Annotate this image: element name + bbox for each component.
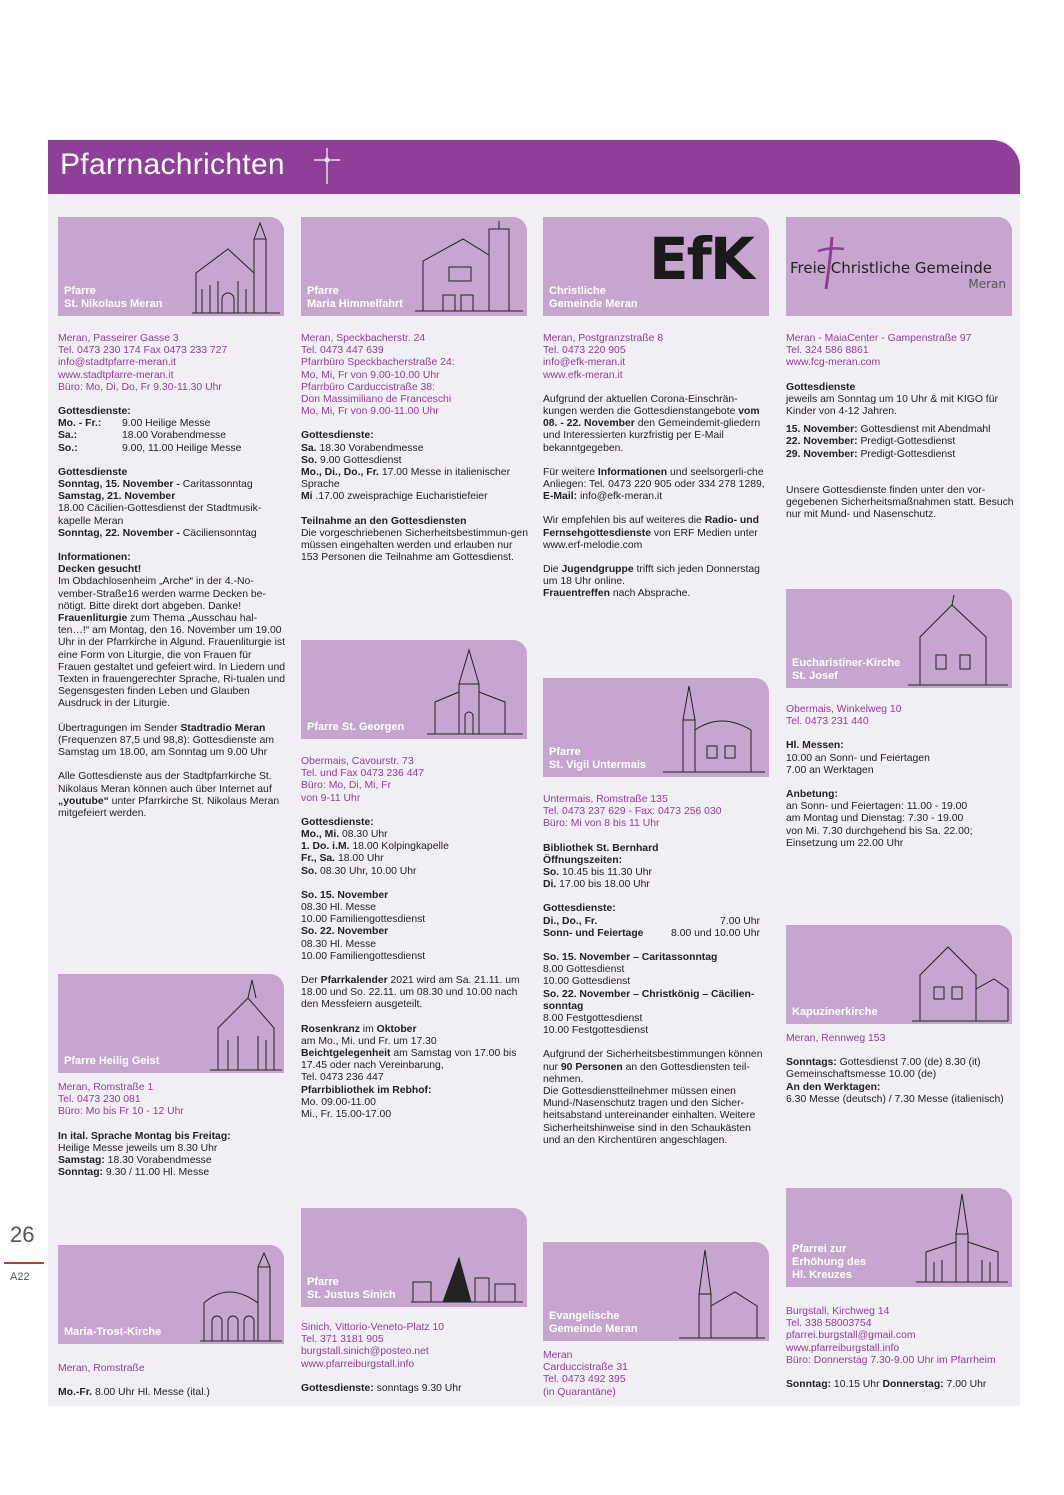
- section-heading: Teilnahme an den Gottesdiensten: [301, 515, 467, 527]
- paragraph: Im Obdachlosenheim „Arche“ in der 4.-No-vember-Straße16 werden warme Decken be-nötigt. Bitte direkt dort abgeben. Danke!: [58, 576, 266, 612]
- subheading: So. 22. November: [301, 926, 389, 938]
- card-fcg: [786, 217, 1012, 316]
- church-illustration-icon: [413, 221, 525, 315]
- fcg-text: [786, 333, 1014, 521]
- schedule-line: am Mo., Mi. und Fr. um 17.30: [301, 1035, 437, 1047]
- contact-line: Tel. 0473 230 174 Fax 0473 233 727: [58, 345, 228, 357]
- section-heading: Gottesdienste:: [301, 816, 374, 828]
- contact-line: Obermais, Winkelweg 10: [786, 704, 902, 715]
- maria-trost-text: [58, 1363, 286, 1399]
- website-link[interactable]: www.stadtpfarre-meran.it: [58, 369, 174, 381]
- schedule-line: Gemeinschaftsmesse 10.00 (de): [786, 1069, 937, 1081]
- card-evangelische: [543, 1242, 769, 1341]
- contact-line: Tel. 0473 492 395: [543, 1374, 626, 1386]
- card-hl-kreuz: [786, 1188, 1012, 1287]
- schedule-row: Sonn- und Feiertage 8.00 und 10.00 Uhr: [543, 927, 760, 939]
- card-st-vigil: [543, 678, 769, 777]
- schedule-line: an Sonn- und Feiertagen: 11.00 - 19.00: [786, 801, 968, 813]
- website-link[interactable]: www.pfarreiburgstall.info: [301, 1358, 415, 1370]
- schedule-line: von Mi. 7.30 durchgehend bis Sa. 22.00;: [786, 825, 973, 837]
- page-number: 26: [10, 1222, 35, 1247]
- email-link[interactable]: info@stadtpfarre-meran.it: [58, 357, 176, 369]
- card-title: Christliche Gemeinde Meran: [549, 285, 638, 310]
- contact-line: Pfarrbüro Carduccistraße 38:: [301, 381, 435, 393]
- st-georgen-text: [301, 756, 529, 1121]
- contact-line: Tel. und Fax 0473 236 447: [301, 768, 425, 780]
- church-illustration-icon: [661, 680, 767, 776]
- contact-line: Büro: Mi von 8 bis 11 Uhr: [543, 818, 660, 830]
- schedule-line: Mo.-Fr. 8.00 Uhr Hl. Messe (ital.): [58, 1387, 210, 1399]
- card-st-justus: [301, 1208, 527, 1307]
- schedule-line: Tel. 0473 236 447: [301, 1072, 384, 1084]
- contact-line: Obermais, Cavourstr. 73: [301, 756, 414, 767]
- contact-line: Mo, Mi, Fr von 9.00-10.00 Uhr: [301, 369, 440, 381]
- church-illustration-icon: [914, 1190, 1010, 1286]
- card-title: Eucharistiner-Kirche St. Josef: [792, 657, 901, 682]
- church-illustration-icon: [188, 219, 284, 315]
- schedule-line: Mo. 09.00-11.00: [301, 1096, 376, 1108]
- st-josef-text: [786, 704, 1014, 850]
- evangelische-text: [543, 1350, 771, 1399]
- card-title: Maria-Trost-Kirche: [64, 1326, 162, 1338]
- schedule-line: 08.30 Hl. Messe: [301, 902, 377, 914]
- card-kapuziner: [786, 925, 1012, 1024]
- schedule-line: 8.00 Festgottesdienst: [543, 1013, 643, 1025]
- schedule-line: 6.30 Messe (deutsch) / 7.30 Messe (italienisch): [786, 1093, 1004, 1105]
- fcg-logo-text: Freie Christliche Gemeinde: [790, 259, 993, 277]
- contact-line: Tel. 0473 230 081: [58, 1094, 141, 1106]
- schedule-line: 10.00 Familiengottesdienst: [301, 914, 426, 926]
- paragraph: Frauenliturgie zum Thema „Ausschau hal-ten…!“ am Montag, den 16. November um 19.00 Uhr in der Pfarrkirche in Algund. Frauenliturgie ist eine Form von Liturgie, die von Frauen für Frauen gestaltet und gefeiert wird. In Liedern und Texten in frauengerechter Sprache, Ri-tualen und Segensgesten finden Leben und Glauben Ausdruck in der Liturgie.: [58, 613, 286, 710]
- card-title: Pfarre St. Nikolaus Meran: [64, 285, 163, 310]
- church-illustration-icon: [906, 593, 1010, 687]
- schedule-line: Sa. 18.30 Vorabendmesse: [301, 442, 424, 454]
- schedule-line: Fr., Sa. 18.00 Uhr: [301, 853, 384, 865]
- section-heading: Gottesdienste: [58, 466, 128, 478]
- card-title: Pfarre Heilig Geist: [64, 1055, 160, 1067]
- website-link[interactable]: www.efk-meran.it: [543, 369, 623, 381]
- paragraph: Aufgrund der aktuellen Corona-Einschrän-kungen werden die Gottesdienstangebote vom 08. - 22. November den Gemeindemit-gliedern und Interessierten kurzfristig per E-Mail bekanntgegeben.: [543, 393, 761, 454]
- contact-line: Meran, Speckbacherstr. 24: [301, 333, 426, 344]
- paragraph: Die vorgeschriebenen Sicherheitsbestimmun-gen müssen eingehalten werden und erlauben nur 153 Personen die Teilnahme am Gottesdienst.: [301, 527, 528, 564]
- schedule-line: 15. November: Gottesdienst mit Abendmahl: [786, 424, 991, 436]
- paragraph: Die Gottesdienstteilnehmer müssen einen Mund-/Nasenschutz tragen und den Sicher-heitsabstand untereinander einhalten. Weitere Sicherheitshinweise sind in den Schaukästen und an den Kirchentüren angeschlagen.: [543, 1086, 756, 1146]
- schedule-line: Di. 17.00 bis 18.00 Uhr: [543, 879, 650, 891]
- church-illustration-icon: [677, 1246, 767, 1340]
- contact-line: Tel. 0473 220 905: [543, 345, 626, 357]
- section-heading: Anbetung:: [786, 789, 838, 801]
- subheading: Öffnungszeiten:: [543, 854, 623, 866]
- card-efk: [543, 217, 769, 316]
- nikolaus-text: [58, 333, 286, 820]
- contact-line: Tel. 371 3181 905: [301, 1334, 384, 1346]
- section-heading: In ital. Sprache Montag bis Freitag:: [58, 1130, 231, 1142]
- card-st-josef: [786, 589, 1012, 688]
- schedule-line: Heilige Messe jeweils um 8.30 Uhr: [58, 1142, 218, 1154]
- paragraph: Der Pfarrkalender 2021 wird am Sa. 21.11. um 18.00 und So. 22.11. um 08.30 und 10.00 nach den Messfeiern ausgeteilt.: [301, 975, 520, 1011]
- schedule-row: Mo. - Fr.: 9.00 Heilige Messe: [58, 418, 211, 430]
- schedule-line: Mo., Mi. 08.30 Uhr: [301, 829, 388, 841]
- contact-line: Tel. 338 58003754: [786, 1318, 872, 1330]
- schedule-line: Samstag: 18.30 Vorabendmesse: [58, 1155, 212, 1167]
- efk-logo: EfK: [649, 225, 753, 293]
- schedule-line: 18.00 Cäcilien-Gottesdienst der Stadtmusik-kapelle Meran: [58, 503, 262, 527]
- contact-line: Sinich, Vittorio-Veneto-Platz 10: [301, 1322, 445, 1333]
- contact-line: Tel. 324 586 8861: [786, 345, 869, 357]
- schedule-line: Mi., Fr. 15.00-17.00: [301, 1109, 392, 1121]
- church-illustration-icon: [425, 644, 525, 738]
- schedule-line: 29. November: Predigt-Gottesdienst: [786, 448, 956, 460]
- schedule-line: 1. Do. i.M. 18.00 Kolpingkapelle: [301, 841, 449, 853]
- contact-line: Burgstall, Kirchweg 14: [786, 1306, 890, 1317]
- st-vigil-text: [543, 794, 771, 1147]
- schedule-line: So. 9.00 Gottesdienst: [301, 454, 402, 466]
- section-heading: Hl. Messen:: [786, 740, 844, 752]
- contact-line: von 9-11 Uhr: [301, 792, 361, 804]
- subheading: Pfarrbibliothek im Rebhof:: [301, 1084, 432, 1096]
- st-justus-text: [301, 1322, 529, 1395]
- paragraph: Unsere Gottesdienste finden unter den vor-gegebenen Sicherheitsmaßnahmen statt. Besuch nur mit Mund- und Nasenschutz.: [786, 484, 1014, 521]
- section-heading: Gottesdienste:: [543, 903, 616, 915]
- section-heading: Informationen:: [58, 552, 131, 564]
- schedule-line: Rosenkranz im Oktober: [301, 1023, 417, 1035]
- card-title: Pfarre St. Georgen: [307, 721, 405, 733]
- church-illustration-icon: [910, 929, 1010, 1023]
- subheading: So. 15. November – Caritassonntag: [543, 952, 718, 964]
- paragraph: Alle Gottesdienste aus der Stadtpfarrkirche St. Nikolaus Meran können auch über Internet auf „youtube“ unter Pfarrkirche St. Nikolaus Meran mitgefeiert werden.: [58, 771, 280, 819]
- subheading: Decken gesucht!: [58, 564, 142, 576]
- email-link[interactable]: pfarrei.burgstall@gmail.com: [786, 1330, 916, 1342]
- schedule-row: Di., Do., Fr. 7.00 Uhr: [543, 915, 760, 927]
- schedule-line: 10.00 an Sonn- und Feiertagen: [786, 752, 930, 764]
- subheading: So. 15. November: [301, 889, 389, 901]
- card-nikolaus: [58, 217, 284, 316]
- schedule-line: Beichtgelegenheit am Samstag von 17.00 bis 17.45 oder nach Vereinbarung,: [301, 1048, 517, 1072]
- heilig-geist-text: [58, 1082, 286, 1179]
- hl-kreuz-text: [786, 1306, 1014, 1391]
- schedule-line: 8.00 Gottesdienst: [543, 964, 625, 976]
- card-st-georgen: [301, 640, 527, 739]
- schedule-line: 22. November: Predigt-Gottesdienst: [786, 436, 956, 448]
- schedule-line: 08.30 Hl. Messe: [301, 938, 377, 950]
- section-banner: [48, 140, 1020, 194]
- website-link[interactable]: www.fcg-meran.com: [786, 357, 881, 369]
- schedule-line: Einsetzung um 22.00 Uhr: [786, 837, 904, 849]
- cross-icon: [312, 146, 342, 186]
- kapuziner-text: [786, 1033, 1014, 1106]
- schedule-line: 7.00 an Werktagen: [786, 764, 874, 776]
- schedule-line: Sonntag, 15. November - Caritassonntag: [58, 479, 253, 491]
- card-maria-himmelfahrt: [301, 217, 527, 316]
- contact-line: Büro: Mo bis Fr 10 - 12 Uhr: [58, 1106, 184, 1118]
- page-title: Pfarrnachrichten: [60, 148, 285, 181]
- email-link[interactable]: info@efk-meran.it: [543, 357, 626, 369]
- schedule-line: So. 08.30 Uhr, 10.00 Uhr: [301, 865, 417, 877]
- schedule-line: Sonntag, 22. November - Cäciliensonntag: [58, 527, 257, 539]
- contact-line: Untermais, Romstraße 135: [543, 794, 668, 805]
- paragraph: Die Jugendgruppe trifft sich jeden Donnerstag um 18 Uhr online.: [543, 564, 760, 588]
- subheading: An den Werktagen:: [786, 1081, 881, 1093]
- schedule-line: Gottesdienste: sonntags 9.30 Uhr: [301, 1382, 462, 1394]
- contact-line: Meran, Romstraße: [58, 1363, 145, 1374]
- page-code: A22: [10, 1271, 30, 1283]
- contact-line: Meran, Romstraße 1: [58, 1082, 154, 1093]
- website-link[interactable]: www.pfarreiburgstall.info: [786, 1342, 900, 1354]
- paragraph: Wir empfehlen bis auf weiteres die Radio- und Fernsehgottesdienste von ERF Medien unter www.erf-melodie.com: [543, 515, 759, 551]
- section-heading: Bibliothek St. Bernhard: [543, 842, 659, 854]
- section-heading: Gottesdienste:: [301, 430, 374, 442]
- schedule-line: Samstag, 21. November: [58, 491, 176, 503]
- card-title: Evangelische Gemeinde Meran: [549, 1310, 638, 1335]
- contact-line: Meran - MaiaCenter - Gampenstraße 97: [786, 333, 972, 344]
- paragraph: Frauentreffen nach Absprache.: [543, 588, 691, 600]
- church-illustration-icon: [198, 1251, 284, 1343]
- church-illustration-icon: [409, 1228, 525, 1306]
- schedule-line: Sonntags: Gottesdienst 7.00 (de) 8.30 (it): [786, 1057, 981, 1069]
- contact-line: Carduccistraße 31: [543, 1362, 628, 1374]
- contact-line: Tel. 0473 231 440: [786, 716, 869, 728]
- card-title: Pfarre St. Vigil Untermais: [549, 746, 646, 771]
- schedule-line: Sonntag: 10.15 Uhr Donnerstag: 7.00 Uhr: [786, 1379, 987, 1391]
- schedule-line: am Montag und Dienstag: 7.30 - 19.00: [786, 813, 964, 825]
- contact-line: Büro: Mo, Di, Do, Fr 9.30-11.30 Uhr: [58, 381, 222, 393]
- contact-line: Don Massimiliano de Franceschi: [301, 394, 452, 406]
- page-divider: [4, 1262, 44, 1264]
- contact-line: (in Quarantäne): [543, 1386, 616, 1398]
- schedule-row: So.: 9.00, 11.00 Heilige Messe: [58, 442, 242, 454]
- schedule-line: So. 10.45 bis 11.30 Uhr: [543, 867, 652, 879]
- paragraph: jeweils am Sonntag um 10 Uhr & mit KIGO für Kinder von 4-12 Jahren.: [786, 393, 998, 418]
- efk-text: [543, 333, 771, 601]
- card-title: Pfarre Maria Himmelfahrt: [307, 285, 403, 310]
- himmelfahrt-text: [301, 333, 529, 564]
- section-heading: Gottesdienste:: [58, 406, 131, 418]
- subheading: So. 22. November – Christkönig – Cäcilien-sonntag: [543, 988, 755, 1012]
- paragraph: Aufgrund der Sicherheitsbestimmungen können nur 90 Personen an den Gottesdiensten teil-nehmen.: [543, 1049, 763, 1085]
- card-title: Pfarre St. Justus Sinich: [307, 1276, 396, 1301]
- card-heilig-geist: [58, 974, 284, 1073]
- schedule-line: Mo., Di., Do., Fr. 17.00 Messe in italienischer Sprache: [301, 467, 511, 491]
- schedule-line: 10.00 Familiengottesdienst: [301, 950, 426, 962]
- contact-line: Tel. 0473 447 639: [301, 345, 384, 357]
- contact-line: Pfarrbüro Speckbacherstraße 24:: [301, 357, 455, 369]
- contact-line: Büro: Donnerstag 7.30-9.00 Uhr im Pfarrheim: [786, 1354, 996, 1366]
- section-heading: Gottesdienste: [786, 381, 856, 393]
- paragraph: Übertragungen im Sender Stadtradio Meran (Frequenzen 87,5 und 98,8): Gottesdienste am Samstag um 18.00, am Sonntag um 9.00 Uhr: [58, 722, 275, 759]
- schedule-line: Sonntag: 9.30 / 11.00 Hl. Messe: [58, 1167, 210, 1179]
- card-title: Kapuzinerkirche: [792, 1006, 878, 1018]
- contact-line: Tel. 0473 237 629 - Fax: 0473 256 030: [543, 806, 722, 818]
- card-maria-trost: [58, 1245, 284, 1344]
- schedule-line: 10.00 Gottesdienst: [543, 976, 631, 988]
- contact-line: Meran, Passeirer Gasse 3: [58, 333, 179, 344]
- schedule-line: 10.00 Festgottesdienst: [543, 1025, 649, 1037]
- email-link[interactable]: burgstall.sinich@posteo.net: [301, 1346, 429, 1358]
- contact-line: Büro: Mo, Di, Mi, Fr: [301, 780, 392, 792]
- contact-line: Mo, Mi, Fr von 9.00-11.00 Uhr: [301, 406, 439, 418]
- schedule-line: Mi .17.00 zweisprachige Eucharistiefeier: [301, 491, 488, 503]
- card-title: Pfarrei zur Erhöhung des Hl. Kreuzes: [792, 1243, 866, 1281]
- church-illustration-icon: [208, 978, 284, 1072]
- contact-line: Meran, Postgranzstraße 8: [543, 333, 664, 344]
- fcg-logo-city: Meran: [968, 277, 1006, 291]
- contact-line: Meran, Rennweg 153: [786, 1033, 886, 1044]
- paragraph: Für weitere Informationen und seelsorgerli-che Anliegen: Tel. 0473 220 905 oder 334 278 1289, E-Mail: info@efk-meran.it: [543, 466, 765, 503]
- schedule-row: Sa.: 18.00 Vorabendmesse: [58, 430, 226, 442]
- contact-line: Meran: [543, 1350, 573, 1361]
